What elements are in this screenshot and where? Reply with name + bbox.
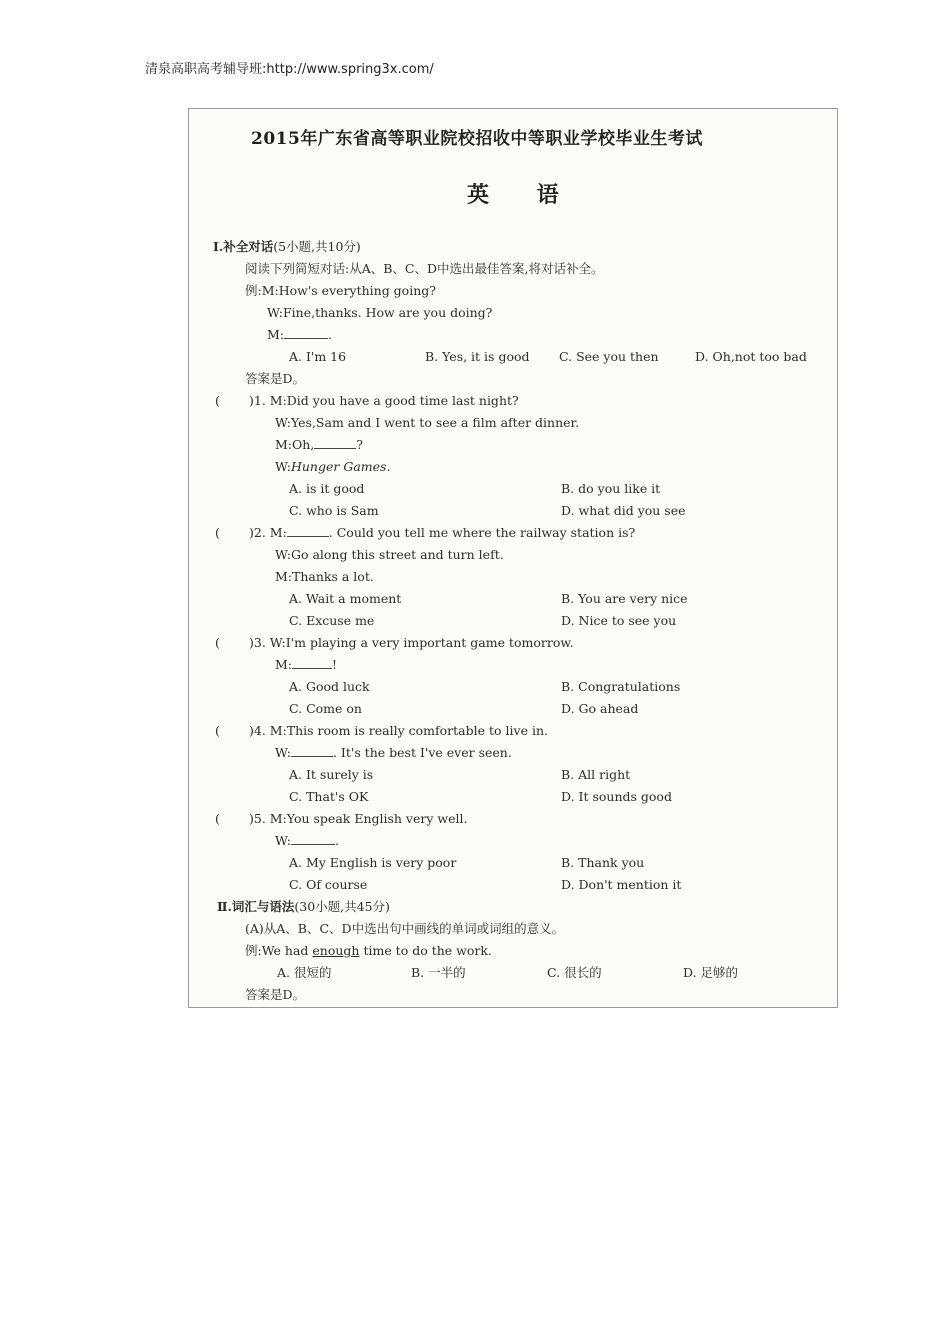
q1-line2: W:Yes,Sam and I went to see a film after dinner. <box>275 415 580 430</box>
section2-option-c: C. 很长的 <box>547 965 602 980</box>
q5-option-c: C. Of course <box>289 877 368 892</box>
q4-option-b: B. All right <box>561 767 631 782</box>
section1-heading <box>213 239 361 255</box>
section2-example <box>245 943 492 959</box>
example-line1: 例:M:How's everything going? <box>245 283 436 298</box>
q2-line3: M:Thanks a lot. <box>275 569 374 584</box>
q4-option-c: C. That's OK <box>289 789 369 804</box>
q2-line1-prefix: )2. M: <box>249 525 287 540</box>
q1-option-a: A. is it good <box>289 481 365 496</box>
q3-blank <box>292 668 332 669</box>
q1-line3-end: ? <box>356 437 363 452</box>
q5-option-a: A. My English is very poor <box>289 855 457 870</box>
q5-option-b: B. Thank you <box>561 855 645 870</box>
example-line3-speaker: M: <box>267 327 285 342</box>
q4-blank <box>291 756 333 757</box>
example-option-b: B. Yes, it is good <box>425 349 530 364</box>
section2-heading <box>217 899 390 915</box>
q1-line3 <box>275 437 363 453</box>
q5-line2-end: . <box>334 833 339 848</box>
section1-instruction: 阅读下列简短对话:从A、B、C、D中选出最佳答案,将对话补全。 <box>245 261 604 276</box>
q3-line2-end: ! <box>332 657 338 672</box>
q4-paren: ( <box>215 723 220 738</box>
q3-paren: ( <box>215 635 220 650</box>
q1-option-c: C. who is Sam <box>289 503 379 518</box>
q4-line2 <box>275 745 512 761</box>
section2-heading-text: Ⅱ.词汇与语法 <box>217 899 295 914</box>
example-line2: W:Fine,thanks. How are you doing? <box>267 305 493 320</box>
section2-heading-note: (30小题,共45分) <box>294 899 390 914</box>
q3-line2-speaker: M: <box>275 657 293 672</box>
section2-option-a: A. 很短的 <box>277 965 332 980</box>
q3-option-a: A. Good luck <box>289 679 370 694</box>
q5-line1: )5. M:You speak English very well. <box>249 811 468 826</box>
q2-paren: ( <box>215 525 220 540</box>
section2-example-suffix: time to do the work. <box>359 943 492 958</box>
q1-option-b: B. do you like it <box>561 481 661 496</box>
q1-line4 <box>275 459 390 475</box>
q4-line1: )4. M:This room is really comfortable to live in. <box>249 723 548 738</box>
q3-option-d: D. Go ahead <box>561 701 639 716</box>
q1-blank <box>314 448 356 449</box>
q2-line2: W:Go along this street and turn left. <box>275 547 504 562</box>
example-option-d: D. Oh,not too bad <box>695 349 807 364</box>
q1-option-d: D. what did you see <box>561 503 686 518</box>
q4-line2-end: . It's the best I've ever seen. <box>332 745 512 760</box>
example-blank <box>284 338 328 339</box>
example-option-a: A. I'm 16 <box>289 349 347 364</box>
scanned-exam-page <box>188 108 838 1008</box>
section1-heading-text: Ⅰ.补全对话 <box>213 239 274 254</box>
q4-option-a: A. It surely is <box>289 767 374 782</box>
q5-option-d: D. Don't mention it <box>561 877 682 892</box>
q1-line1: )1. M:Did you have a good time last night? <box>249 393 519 408</box>
q1-line3-text: M:Oh, <box>275 437 315 452</box>
exam-title: 2015年广东省高等职业院校招收中等职业学校毕业生考试 <box>251 129 703 149</box>
example-line3-end: . <box>328 327 332 342</box>
q2-blank <box>287 536 329 537</box>
q2-option-a: A. Wait a moment <box>289 591 402 606</box>
q2-line1-end: . Could you tell me where the railway station is? <box>328 525 636 540</box>
q1-line4-speaker: W: <box>275 459 291 474</box>
q2-option-b: B. You are very nice <box>561 591 688 606</box>
q3-option-c: C. Come on <box>289 701 362 716</box>
section1-heading-note: (5小题,共10分) <box>273 239 361 254</box>
section2-example-prefix: 例:We had <box>245 943 313 958</box>
q5-paren: ( <box>215 811 220 826</box>
q3-line1: )3. W:I'm playing a very important game tomorrow. <box>249 635 574 650</box>
section2-instruction: (A)从A、B、C、D中选出句中画线的单词或词组的意义。 <box>245 921 565 936</box>
q2-line1 <box>249 525 635 541</box>
section2-option-b: B. 一半的 <box>411 965 466 980</box>
section2-option-d: D. 足够的 <box>683 965 739 980</box>
q4-line2-speaker: W: <box>275 745 291 760</box>
exam-subject: 英 语 <box>467 182 579 208</box>
q5-line2-speaker: W: <box>275 833 291 848</box>
q1-paren: ( <box>215 393 220 408</box>
example-option-c: C. See you then <box>559 349 659 364</box>
q2-option-d: D. Nice to see you <box>561 613 677 628</box>
section2-answer: 答案是D。 <box>245 987 306 1002</box>
q5-blank <box>291 844 335 845</box>
q1-line4-title: Hunger Games <box>290 459 387 474</box>
example-answer: 答案是D。 <box>245 371 306 386</box>
q2-option-c: C. Excuse me <box>289 613 375 628</box>
example-line3 <box>267 327 332 343</box>
q3-line2 <box>275 657 337 673</box>
q1-line4-end: . <box>386 459 391 474</box>
q3-option-b: B. Congratulations <box>561 679 681 694</box>
q4-option-d: D. It sounds good <box>561 789 672 804</box>
section2-example-underlined: enough <box>312 943 360 958</box>
q5-line2 <box>275 833 339 849</box>
header-link[interactable]: 清泉高职高考辅导班:http://www.spring3x.com/ <box>145 62 434 77</box>
